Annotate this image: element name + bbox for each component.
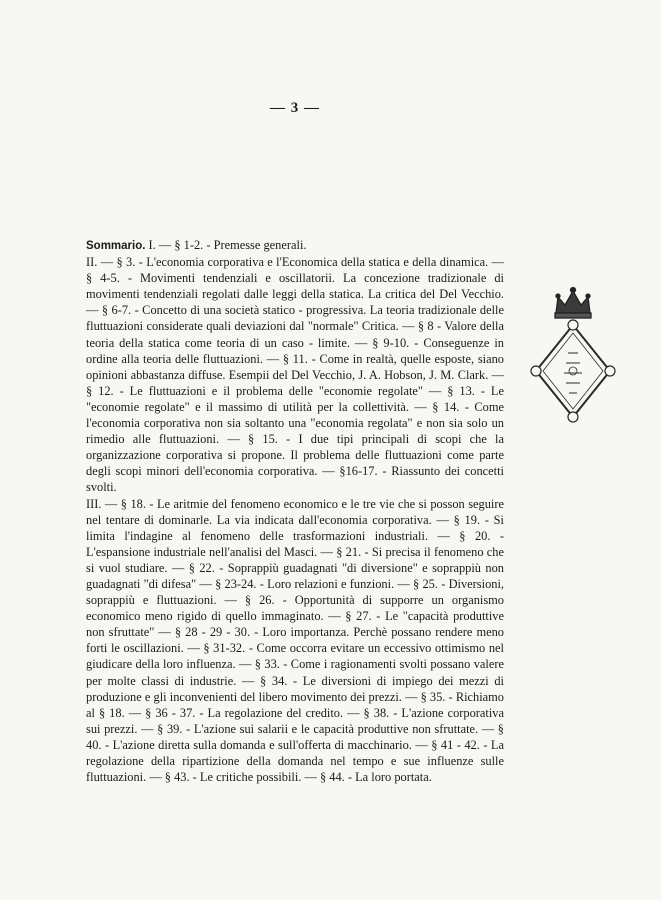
- summary-section-1-text: I. — § 1-2. - Premesse generali.: [148, 238, 307, 252]
- summary-block: [86, 237, 504, 785]
- summary-label: Sommario.: [86, 240, 146, 252]
- page-number: — 3 —: [270, 100, 320, 116]
- summary-section-3: III. — § 18. - Le aritmie del fenomeno economico e le tre vie che si posson seguire nel tentare di dominarle. La via indicata dall'economia corporativa. — § 19. - Si limita l'indagine al fenomeno delle trasformazioni industriali. — § 20. - L'espansione industriale nell'analisi del Masci. — § 21. - Si precisa il fenomeno che si vuol studiare. — § 22. - Soprappiù guadagnati "di diversione" e soprappiù non guadagnati "di difesa" — § 23-24. - Loro relazioni e funzioni. — § 25. - Diversioni, soprappiù e fluttuazioni. — § 26. - Opportunità di supporre un organismo economico meno rigido di quello immaginato. — § 27. - Le "capacità produttive non sfruttate" — § 28 - 29 - 30. - Loro importanza. Perchè possano rendere meno forti le oscillazioni. — § 31-32. - Come occorra evitare un eccessivo ottimismo nel giudicare della loro influenza. — § 33. - Come i ragionamenti svolti possano valere per molte classi di industrie. — § 34. - Le diversioni di impiego dei mezzi di produzione e gli inconvenienti del libero movimento dei prezzi. — § 35. - Richiamo al § 18. — § 36 - 37. - La regolazione del credito. — § 38. - L'azione corporativa sui prezzi. — § 39. - L'azione sui salarii e le capacità produttive non sfruttate. — § 40. - L'azione diretta sulla domanda e sull'offerta di macchinario. — § 41 - 42. - La regolazione della ripartizione della domanda nel tempo e sue influenze sulle fluttuazioni. — § 43. - Le critiche possibili. — § 44. - La loro portata.: [86, 496, 504, 785]
- summary-section-1: [86, 237, 504, 254]
- summary-section-2: II. — § 3. - L'economia corporativa e l'Economica della statica e della dinamica. — § 4-5. - Movimenti tendenziali e oscillatorii. La concezione tradizionale di movimenti tendenziali regolati dalle leggi della statica. La critica del Del Vecchio. — § 6-7. - Concetto di una società statico - progressiva. La teoria tradizionale delle fluttuazioni considerate quali deviazioni dal "normale" Critica. — § 8 - Valore della teoria della statica come teoria di un caso - limite. — § 9-10. - Conseguenze in ordine alla teoria delle fluttuazioni. — § 11. - Come in realtà, quelle esposte, siano opinioni abbastanza diffuse. Esempii del Del Vecchio, J. A. Hobson, J. M. Clark. — § 12. - Le fluttuazioni e il problema delle "economie regolate" — § 13. - Le "economie regolate" e il massimo di utilità per la collettività. — § 14. - Come l'economia corporativa non sia soltanto una "economia regolata" e non sia solo un rimedio alle fluttuazioni. — § 15. - I due tipi principali di scopi che la organizzazione corporativa si propone. Il problema delle fluttuazioni come parte degli scopi minori dell'economia corporativa. — §16-17. - Riassunto dei concetti svolti.: [86, 255, 504, 495]
- crowned-library-stamp-icon: [528, 283, 618, 433]
